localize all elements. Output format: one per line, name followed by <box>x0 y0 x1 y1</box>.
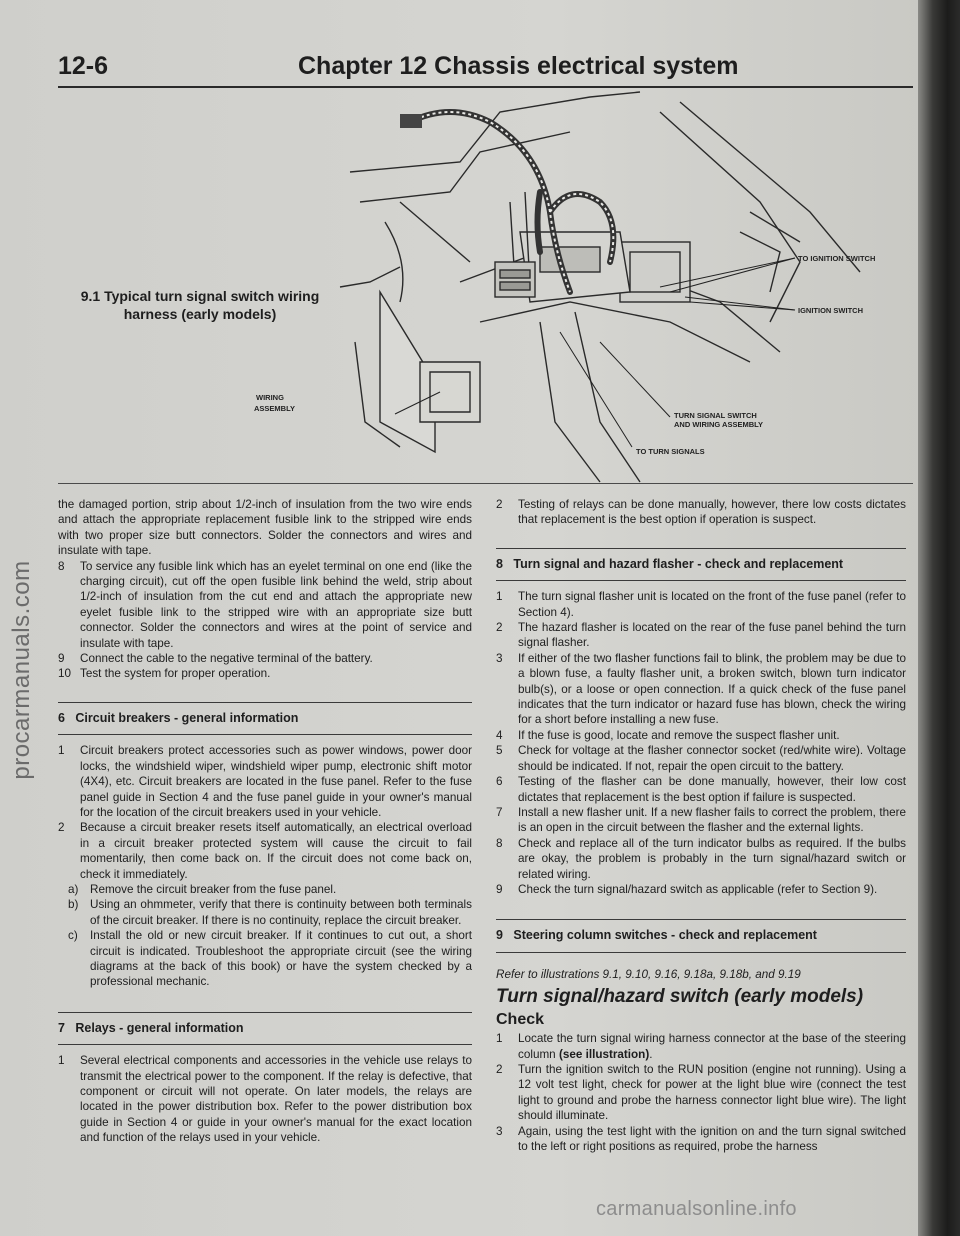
section-8-step-7: 7 Install a new flasher unit. If a new flasher fails to correct the problem, there is an open in the circuit between the flasher and the external lights. <box>496 805 906 835</box>
section-6-step-1: 1 Circuit breakers protect accessories such as power windows, power door locks, the windshield wiper, windshield wiper pump, electronic shift motor (4X4), etc. Circuit breakers are located in the fuse panel. Refer to the fuse panel guide in Section 4 and the fuse panel guide in your owner's manual for the location of the circuit breakers used in your vehicle. <box>58 744 472 819</box>
step-9: 9 Connect the cable to the negative terminal of the battery. <box>58 652 373 666</box>
section-9-illustration-refs: Refer to illustrations 9.1, 9.10, 9.16, 9.18a, 9.18b, and 9.19 <box>496 967 801 981</box>
section-6-step-2: 2 Because a circuit breaker resets itself automatically, an electrical overload in a circuit breaker protected system will cause the circuit to fail momentarily, then come back on. If the circuit does not come back on, check it immediately. <box>58 821 472 881</box>
wiring-harness-illustration <box>254 92 920 482</box>
callout-wiring-assembly-1: WIRING <box>256 393 284 402</box>
figure-rule <box>58 483 913 484</box>
section-9-subheading: Turn signal/hazard switch (early models) <box>496 986 864 1008</box>
steering-column-drawing <box>254 92 920 482</box>
section-9-check-heading: Check <box>496 1011 545 1029</box>
page-number: 12-6 <box>58 52 109 80</box>
section-6-substep-b: b) Using an ohmmeter, verify that there is continuity between both terminals of the circuit breaker. If there is no continuity, replace the circuit breaker. <box>68 898 472 927</box>
section-8-step-6: 6 Testing of the flasher can be done manually, however, their low cost dictates that replacement is the best option if failure is suspected. <box>496 775 906 804</box>
book-spine-shadow <box>918 0 960 1236</box>
section-8-step-5: 5 Check for voltage at the flasher connector socket (red/white wire). Voltage should be indicated. If not, repair the open circuit to the battery. <box>496 744 906 773</box>
figure-caption <box>60 287 340 323</box>
step-8: 8 To service any fusible link which has an eyelet terminal on one end (like the charging circuit), cut off the open fusible link behind the weld, strip about 1/2-inch of insulation from the cut end and attach the appropriate new eyelet fusible link to the stripped wire with an appropriate size butt connector. Solder the connectors and wires at the point of service and insulate with tape. <box>58 559 472 650</box>
figure-caption-line2: harness (early models) <box>123 306 277 322</box>
section-6-substep-a: a) Remove the circuit breaker from the fuse panel. <box>68 882 337 896</box>
relay-step-2: 2 Testing of relays can be done manually, however, there low costs dictates that replacement is the best option if operation is suspect. <box>496 498 906 527</box>
section-7-heading: 7 Relays - general information <box>58 1020 244 1035</box>
callout-ignition-switch: IGNITION SWITCH <box>798 306 863 315</box>
left-intro: the damaged portion, strip about 1/2-inch of insulation from the two wire ends and attach the appropriate replacement fusible link to the stripped wire ends with two proper size butt connectors. Solder the connectors and wires and insulate with tape. <box>58 498 472 558</box>
section-6-heading: 6 Circuit breakers - general information <box>58 710 299 725</box>
section-9-step-3: 3 Again, using the test light with the ignition on and the turn signal switched to the left or right positions as required, probe the harness <box>496 1124 906 1153</box>
callout-turn-signal-switch-2: AND WIRING ASSEMBLY <box>674 420 764 429</box>
section-8-step-1: 1 The turn signal flasher unit is located on the front of the fuse panel (refer to Section 4). <box>496 590 906 619</box>
section-9-step-1: 1 Locate the turn signal wiring harness connector at the base of the steering column (see illustration). <box>496 1032 906 1061</box>
callout-to-turn-signals: TO TURN SIGNALS <box>636 447 705 456</box>
left-column <box>58 497 472 1146</box>
section-8-step-9: 9 Check the turn signal/hazard switch as applicable (refer to Section 9). <box>496 882 878 896</box>
section-8-rule-top <box>496 548 906 549</box>
section-8-heading: 8 Turn signal and hazard flasher - check and replacement <box>496 556 844 571</box>
section-9-step-2: 2 Turn the ignition switch to the RUN position (engine not running). Using a 12 volt test light, check for power at the light blue wire (connect the test light to ground and probe the harness connector light blue wire). The light should illuminate. <box>496 1062 906 1123</box>
page-header <box>58 48 918 84</box>
section-6-rule-top <box>58 702 472 703</box>
bottom-watermark: carmanualsonline.info <box>596 1198 797 1220</box>
chapter-title: Chapter 12 Chassis electrical system <box>298 52 739 80</box>
section-6-substep-c: c) Install the old or new circuit breaker. If it continues to cut out, a short circuit is indicated. Troubleshoot the appropriate circuit (see the wiring diagrams at the back of this book) or have the system checked by a professional mechanic. <box>68 929 472 989</box>
see-illustration-ref: (see illustration) <box>558 1047 650 1061</box>
callout-wiring-assembly-2: ASSEMBLY <box>254 404 295 413</box>
side-watermark-text: procarmanuals.com <box>8 560 35 780</box>
section-8-step-3: 3 If either of the two flasher functions fail to blink, the problem may be due to a blown fuse, a faulty flasher unit, a broken switch, blown turn indicator bulb(s), or a loose or open connection. If a quick check of the fuse panel indicates that the turn indicator or hazard fuse has blown, check the wiring for a short before installing a new fuse. <box>496 651 906 727</box>
section-8-step-8: 8 Check and replace all of the turn indicator bulbs as required. If the bulbs are okay, the problem is probably in the turn signal/hazard switch or related wiring. <box>496 836 906 881</box>
section-7-step-1: 1 Several electrical components and accessories in the vehicle use relays to transmit the electrical power to the component. If the relay is defective, that component or circuit will not operate. On later models, the relays are located in the power distribution box. Refer to the power distribution box guide in Section 4 or guide in your owner's manual for the exact location and function of the relays used in your vehicle. <box>58 1054 472 1145</box>
figure-caption-line1: Typical turn signal switch wiring <box>104 288 320 304</box>
section-9-rule-top <box>496 919 906 920</box>
figure-number: 9.1 <box>80 288 101 304</box>
side-watermark <box>2 520 42 820</box>
section-9-heading: 9 Steering column switches - check and replacement <box>496 928 817 943</box>
section-8-step-4: 4 If the fuse is good, locate and remove the suspect flasher unit. <box>496 728 840 742</box>
section-8-step-2: 2 The hazard flasher is located on the rear of the fuse panel behind the turn signal flasher. <box>496 621 906 650</box>
harness-plug <box>400 114 422 128</box>
callout-to-ignition-switch: TO IGNITION SWITCH <box>798 254 876 263</box>
callout-turn-signal-switch-1: TURN SIGNAL SWITCH <box>674 411 757 420</box>
section-7-rule-top <box>58 1012 472 1013</box>
step-10: 10 Test the system for proper operation. <box>58 667 271 681</box>
right-column <box>496 497 906 1154</box>
header-rule <box>58 86 913 88</box>
